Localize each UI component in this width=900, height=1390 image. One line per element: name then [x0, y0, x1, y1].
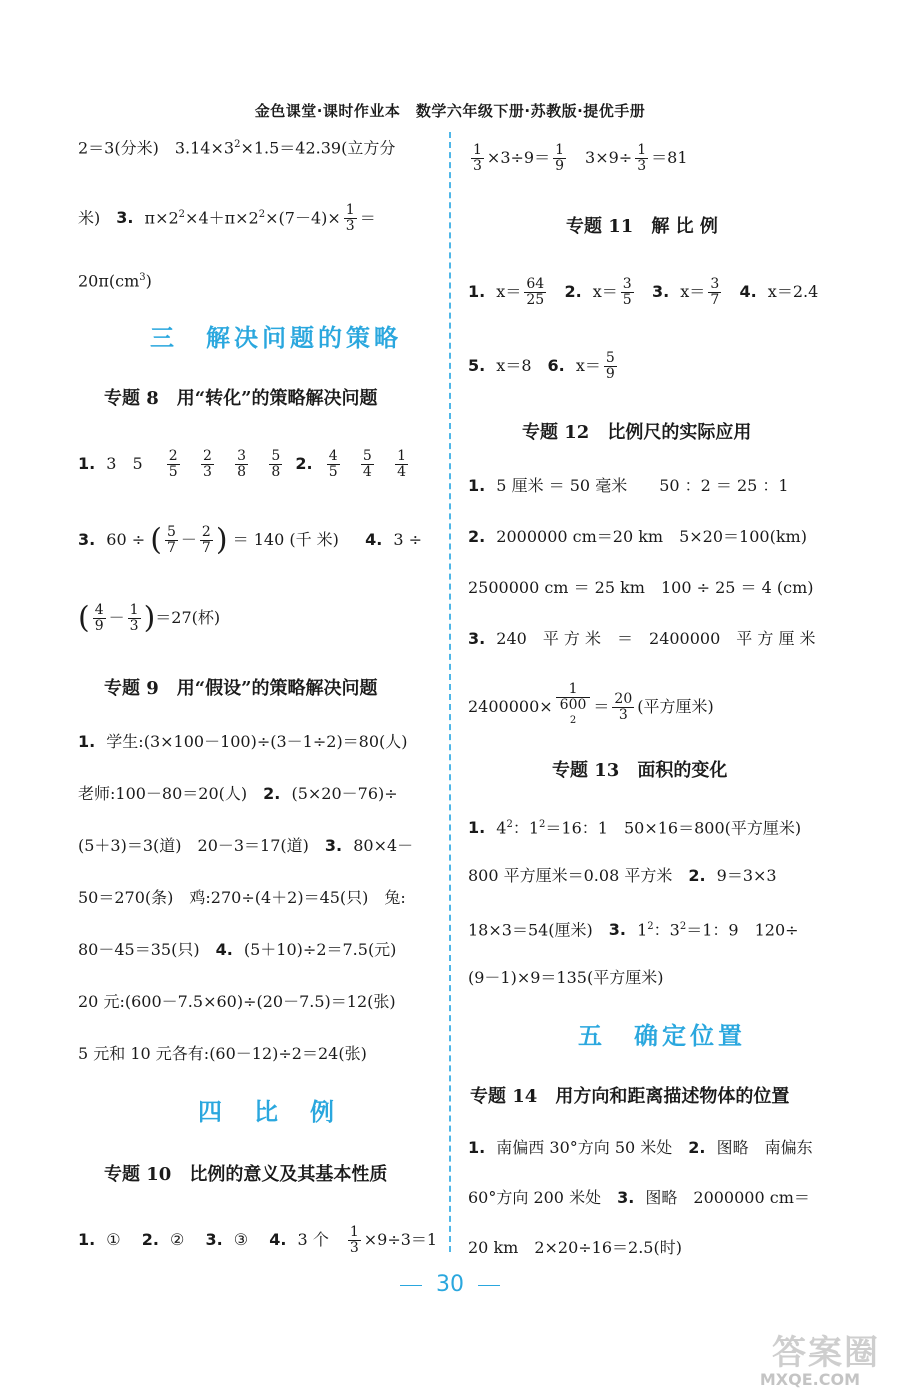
fraction [165, 525, 178, 556]
answer-line [468, 466, 789, 506]
fraction [553, 143, 566, 174]
fraction [128, 603, 141, 634]
item-number: 1. [468, 282, 486, 301]
answer-line [468, 346, 620, 386]
page-number-text: 30 [436, 1272, 464, 1297]
item-number: 4. [215, 940, 233, 959]
item-number: 4. [269, 1230, 287, 1249]
text: (5＋3)＝3(道) 20－3＝17(道) [78, 836, 325, 855]
text: ＝ [593, 696, 610, 716]
answer-line [78, 520, 422, 561]
denominator: 3 [618, 706, 628, 723]
column-divider [449, 132, 451, 1252]
denominator: 25 [526, 292, 545, 308]
superscript: 3 [139, 272, 146, 283]
text: (5＋10)÷2＝7.5(元) [238, 940, 397, 959]
text: (5×20－76)÷ [286, 784, 398, 803]
fraction [635, 143, 648, 174]
fraction [327, 449, 340, 480]
superscript: 2 [569, 715, 577, 726]
item-number: 3. [608, 920, 627, 940]
numerator: 1 [556, 682, 591, 698]
text: 20 km 2×20÷16＝2.5(时) [468, 1238, 682, 1257]
paren: ) [143, 600, 156, 636]
answer-line [468, 1228, 682, 1268]
answer-line [78, 722, 408, 762]
superscript: 2 [178, 209, 186, 220]
text: 800 平方厘米＝0.08 平方米 [468, 866, 689, 885]
denominator: 9 [94, 618, 104, 634]
numerator: 2 [201, 524, 211, 540]
unit-heading: 三 解决问题的策略 [150, 323, 402, 352]
denominator: 7 [201, 540, 211, 556]
text: 3 5 [101, 454, 159, 473]
text: 3 个 [292, 1230, 345, 1249]
answer-line [468, 958, 663, 998]
denominator: 3 [473, 158, 482, 174]
numerator: 3 [237, 448, 247, 464]
answer-line [468, 619, 816, 659]
text: 3×9÷ [569, 148, 633, 167]
item-number: 3. [617, 1188, 635, 1207]
text: 80×4－ [348, 836, 414, 855]
text: ：3 [653, 920, 680, 940]
answer-line [78, 258, 152, 301]
text: ＝1：9 120÷ [686, 920, 799, 940]
numerator: 2 [168, 448, 178, 464]
fraction [471, 143, 484, 174]
denominator: 7 [710, 292, 720, 308]
text: ×3÷9＝ [486, 148, 551, 167]
text: ② [164, 1230, 201, 1249]
item-number: 3. [205, 1230, 223, 1249]
fraction [524, 277, 546, 308]
numerator: 5 [166, 524, 176, 540]
numerator: 4 [94, 602, 104, 618]
superscript: 2 [258, 209, 266, 220]
item-number: 2. [295, 454, 313, 473]
fraction [167, 449, 180, 480]
fraction [361, 449, 374, 480]
fraction [269, 449, 282, 480]
fraction [235, 449, 248, 480]
text: 18×3＝54(厘米) [468, 920, 609, 940]
answer-line [468, 138, 688, 178]
denominator [556, 698, 591, 733]
superscript: 2 [234, 139, 241, 150]
text: 5 厘米 ＝ 50 毫米 50 ：2 ＝ 25 ：1 [491, 476, 789, 495]
text: ① [101, 1230, 137, 1249]
answer-line [468, 1178, 810, 1218]
answer-line [78, 125, 395, 168]
text: ) [145, 271, 152, 291]
numerator: 20 [614, 690, 633, 707]
text: 50＝270(条) 鸡:270÷(4＋2)＝45(只) 兔: [78, 888, 406, 907]
answer-line [78, 444, 411, 484]
fraction [201, 449, 214, 480]
numerator: 3 [622, 276, 632, 292]
fraction [93, 603, 106, 634]
answer-line [78, 982, 396, 1022]
text: x＝ [570, 356, 601, 375]
denominator: 9 [555, 158, 565, 174]
answer-line [78, 598, 220, 639]
text: ＝ 140 (千 米) [227, 530, 355, 549]
text: (平方厘米) [637, 696, 714, 716]
text: 图略 2000000 cm＝ [640, 1188, 810, 1207]
text: 2000000 cm＝20 km 5×20＝100(km) [491, 527, 807, 546]
paren: ) [215, 522, 228, 558]
superscript: 2 [647, 921, 654, 932]
running-header: 金色课堂·课时作业本 数学六年级下册·苏教版·提优手册 [254, 102, 646, 120]
superscript: 2 [679, 921, 687, 932]
denominator: 8 [237, 464, 247, 480]
item-number: 4. [739, 282, 757, 301]
text: 2＝3(分米) 3.14×3 [78, 138, 235, 158]
text: 9＝3×3 [711, 866, 777, 885]
text: ×9÷3＝1 [363, 1230, 438, 1249]
item-number: 4. [365, 530, 383, 549]
answer-line [78, 774, 398, 814]
topic-heading: 专题 13 面积的变化 [552, 760, 728, 781]
numerator: 1 [129, 602, 139, 618]
answer-line [78, 1220, 437, 1260]
text: ×4＋π×2 [185, 208, 259, 228]
numerator: 1 [473, 142, 482, 158]
fraction [395, 449, 408, 480]
answer-line [468, 682, 714, 733]
answer-line [78, 930, 396, 970]
answer-line [78, 1034, 367, 1074]
item-number: 3. [324, 836, 343, 855]
text: x＝ [675, 282, 706, 301]
item-number: 2. [141, 1230, 159, 1249]
answer-line [468, 272, 818, 312]
item-number: 1. [468, 476, 486, 495]
numerator: 2 [202, 448, 212, 464]
denominator: 7 [166, 540, 176, 556]
topic-heading: 专题 8 用“转化”的策略解决问题 [104, 388, 378, 409]
denominator: 9 [605, 366, 615, 382]
answer-line [468, 856, 777, 896]
answer-line [468, 517, 807, 557]
numerator: 1 [349, 1224, 359, 1240]
fraction [604, 351, 617, 382]
numerator: 1 [397, 448, 407, 464]
text: － [180, 530, 197, 549]
dash-left [400, 1285, 422, 1286]
item-number: 6. [547, 356, 565, 375]
topic-heading: 专题 10 比例的意义及其基本性质 [104, 1164, 388, 1185]
numerator: 3 [710, 276, 720, 292]
text: 2500000 cm ＝ 25 km 100 ÷ 25 ＝ 4 (cm) [468, 578, 814, 597]
denominator: 3 [345, 218, 355, 235]
fraction [708, 277, 721, 308]
topic-heading: 专题 14 用方向和距离描述物体的位置 [470, 1086, 790, 1107]
superscript: 2 [539, 819, 546, 830]
answer-line [468, 805, 801, 848]
denominator: 4 [362, 464, 372, 480]
text: ：1 [512, 818, 540, 838]
superscript: 2 [506, 819, 513, 830]
topic-heading: 专题 11 解 比 例 [566, 216, 718, 237]
text: 20π(cm [78, 271, 140, 291]
item-number: 2. [688, 1138, 706, 1157]
text: x＝ [587, 282, 618, 301]
answer-line [468, 907, 799, 950]
text: x＝2.4 [762, 282, 819, 301]
fraction [344, 203, 357, 234]
text: 4 [491, 818, 507, 838]
text: － [108, 608, 125, 627]
paren: ( [150, 522, 162, 558]
item-number: 3. [116, 208, 134, 228]
answer-line [468, 1128, 813, 1168]
watermark-site: MXQE.COM [759, 1370, 860, 1389]
dash-right [478, 1285, 500, 1286]
text: 20 元:(600－7.5×60)÷(20－7.5)＝12(张) [78, 992, 396, 1011]
answer-line [78, 878, 406, 918]
text: 2400000× [468, 696, 553, 716]
numerator: 5 [362, 448, 372, 464]
numerator: 5 [271, 448, 281, 464]
text: ＝81 [651, 148, 688, 167]
denominator: 3 [349, 1240, 359, 1256]
numerator: 64 [526, 276, 545, 292]
fraction [348, 1225, 361, 1256]
text: 图略 南偏东 [711, 1138, 813, 1157]
denominator: 3 [637, 158, 647, 174]
text: (9－1)×9＝135(平方厘米) [468, 968, 664, 987]
text: 5 元和 10 元各有:(60－12)÷2＝24(张) [78, 1044, 367, 1063]
denominator-base: 600 [559, 697, 587, 713]
item-number: 2. [688, 866, 706, 885]
denominator: 5 [328, 464, 338, 480]
text: 60 ÷ [101, 530, 151, 549]
denominator: 3 [129, 618, 139, 634]
answer-line [78, 195, 376, 238]
text: 米) [78, 208, 117, 228]
text: 60°方向 200 米处 [468, 1188, 618, 1207]
text: 老师:100－80＝20(人) [78, 784, 264, 803]
text: 3 ÷ [388, 530, 423, 549]
denominator: 3 [202, 464, 212, 480]
page-number [0, 1272, 900, 1297]
text: 240 平 方 米 ＝ 2400000 平 方 厘 米 [491, 629, 816, 648]
item-number: 3. [651, 282, 670, 301]
item-number: 3. [78, 530, 96, 549]
text: ×1.5＝42.39(立方分 [240, 138, 396, 158]
fraction [612, 692, 634, 723]
item-number: 1. [468, 818, 486, 838]
denominator: 4 [397, 464, 407, 480]
numerator: 1 [345, 202, 355, 219]
text: 80－45＝35(只) [78, 940, 216, 959]
text: ＝16：1 50×16＝800(平方厘米) [545, 818, 802, 838]
item-number: 1. [78, 454, 96, 473]
denominator: 8 [271, 464, 281, 480]
fraction [556, 682, 591, 733]
numerator: 1 [555, 142, 565, 158]
item-number: 1. [78, 732, 96, 751]
item-number: 1. [78, 1230, 96, 1249]
answer-line [78, 826, 413, 866]
text: 学生:(3×100－100)÷(3－1÷2)＝80(人) [101, 732, 408, 751]
item-number: 1. [468, 1138, 486, 1157]
fraction [200, 525, 213, 556]
numerator: 4 [328, 448, 338, 464]
denominator: 5 [622, 292, 632, 308]
numerator: 1 [637, 142, 647, 158]
answer-line [468, 568, 814, 608]
paren: ( [78, 600, 90, 636]
text: ＝27(杯) [155, 608, 221, 627]
text: ×(7－4)× [265, 208, 341, 228]
topic-heading: 专题 12 比例尺的实际应用 [522, 422, 752, 443]
item-number: 2. [564, 282, 582, 301]
text: 南偏西 30°方向 50 米处 [491, 1138, 689, 1157]
numerator: 5 [605, 350, 615, 366]
text: 1 [632, 920, 648, 940]
text: π×2 [139, 208, 179, 228]
text: x＝ [491, 282, 522, 301]
item-number: 2. [468, 527, 486, 546]
watermark-logo: 答案圈 [772, 1333, 880, 1373]
fraction [621, 277, 634, 308]
unit-heading: 四 比 例 [198, 1097, 338, 1126]
text: ③ [228, 1230, 265, 1249]
text: x＝8 [491, 356, 548, 375]
item-number: 2. [263, 784, 281, 803]
denominator: 5 [168, 464, 178, 480]
topic-heading: 专题 9 用“假设”的策略解决问题 [104, 678, 378, 699]
item-number: 5. [468, 356, 486, 375]
item-number: 3. [468, 629, 486, 648]
text: ＝ [359, 208, 376, 228]
unit-heading: 五 确定位置 [578, 1021, 746, 1050]
